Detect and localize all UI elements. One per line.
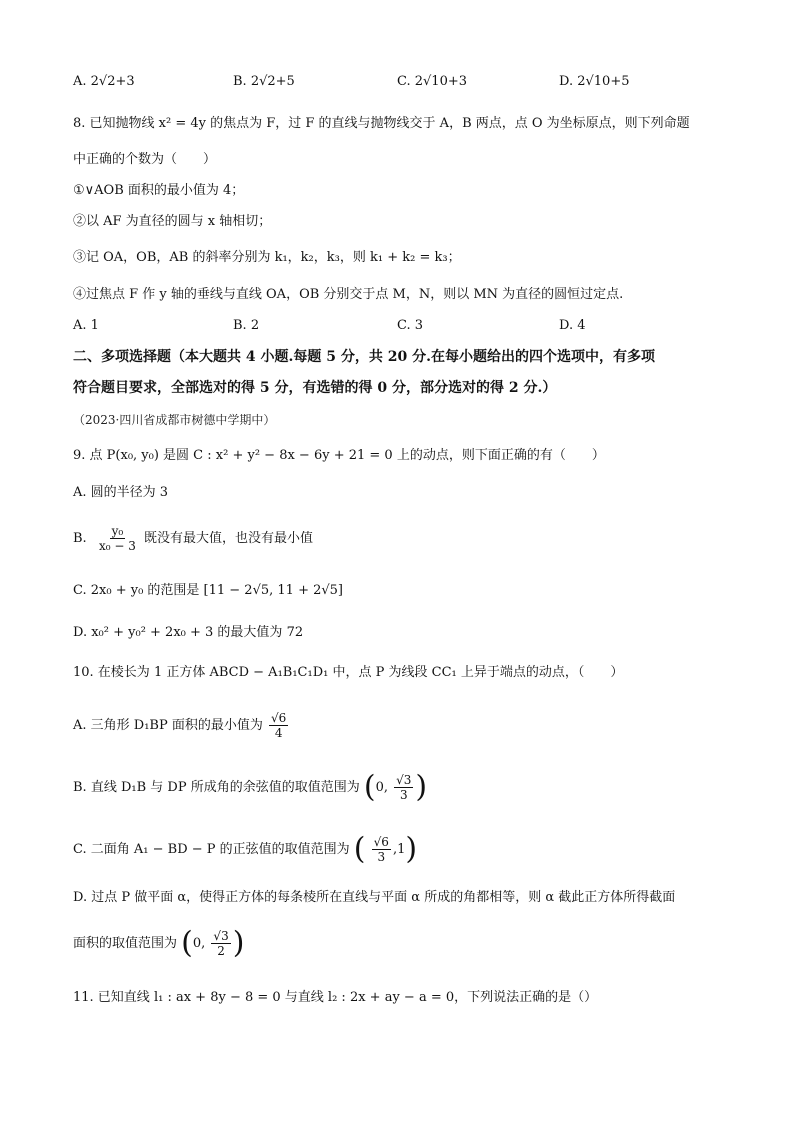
q10-option-b-denominator: 3 — [399, 788, 408, 802]
q10-option-c-text: C. 二面角 A₁ − BD − P 的正弦值的取值范围为 — [73, 842, 350, 857]
q10-option-c-fraction — [372, 835, 391, 864]
q8-stem-line1: 8. 已知抛物线 x² = 4y 的焦点为 F，过 F 的直线与抛物线交于 A，B 两点，点 O 为坐标原点，则下列命题 — [73, 116, 690, 131]
q10-option-d-left-paren: ( — [181, 925, 193, 961]
q8-option-b: B. 2 — [233, 318, 260, 333]
q10-option-d-line2 — [73, 924, 244, 964]
q9-option-d: D. x₀² + y₀² + 2x₀ + 3 的最大值为 72 — [73, 625, 304, 640]
section2-source: （2023·四川省成都市树德中学期中） — [73, 413, 276, 427]
q9-option-b-label: B. — [73, 531, 87, 546]
q10-option-c-right-paren: ) — [405, 831, 418, 867]
q9-option-b-denominator: x₀ − 3 — [98, 539, 136, 553]
q10-option-d-numerator: √3 — [213, 929, 229, 943]
q10-option-a-denominator: 4 — [274, 726, 283, 740]
q8-statement-2: ②以 AF 为直径的圆与 x 轴相切； — [73, 214, 272, 229]
q9-option-c: C. 2x₀ + y₀ 的范围是 [11 − 2√5, 11 + 2√5] — [73, 583, 343, 598]
q8-option-c: C. 3 — [397, 318, 424, 333]
q10-option-d-denominator: 2 — [217, 944, 225, 958]
section2-heading-line2: 符合题目要求，全部选对的得 5 分，有选错的得 0 分，部分选对的得 2 分.） — [73, 380, 557, 396]
q10-option-c-left-paren: ( — [353, 831, 366, 867]
q8-statement-3: ③记 OA，OB，AB 的斜率分别为 k₁，k₂，k₃，则 k₁ + k₂ = k₃； — [73, 250, 461, 265]
q10-option-d-lead: 0, — [192, 936, 206, 951]
q8-statement-4: ④过焦点 F 作 y 轴的垂线与直线 OA，OB 分别交于点 M，N，则以 MN 为直径的圆恒过定点. — [73, 287, 624, 302]
q9-stem: 9. 点 P(x₀, y₀) 是圆 C : x² + y² − 8x − 6y + 21 = 0 上的动点，则下面正确的有（ ） — [73, 448, 605, 463]
q8-stem-line2: 中正确的个数为（ ） — [73, 152, 217, 167]
q10-option-d-text: 面积的取值范围为 — [73, 936, 178, 951]
q9-option-b-numerator: y₀ — [111, 524, 124, 538]
q7-option-d: D. 2√10+5 — [559, 74, 630, 89]
q10-option-b-numerator: √3 — [396, 773, 412, 787]
q10-option-b-lead: 0, — [375, 780, 388, 795]
q10-option-c-denominator: 3 — [377, 850, 386, 864]
q9-option-b-text: 既没有最大值，也没有最小值 — [144, 531, 314, 546]
q10-option-a-numerator: √6 — [271, 711, 287, 725]
section2-heading-line1: 二、多项选择题（本大题共 4 小题.每题 5 分，共 20 分.在每小题给出的四个选项中，有多项 — [73, 349, 655, 365]
q9-option-a: A. 圆的半径为 3 — [73, 485, 169, 500]
q8-statement-1: ①∨AOB 面积的最小值为 4； — [73, 183, 245, 198]
q10-option-d-right-paren: ) — [232, 925, 245, 961]
q10-option-c-tail: ,1 — [392, 842, 406, 857]
q10-stem: 10. 在棱长为 1 正方体 ABCD − A₁B₁C₁D₁ 中，点 P 为线段 CC₁ 上异于端点的动点，（ ） — [73, 665, 624, 680]
q7-option-b: B. 2√2+5 — [233, 74, 295, 89]
q10-option-b — [73, 768, 427, 808]
q9-option-b-fraction — [97, 524, 138, 553]
q9-option-b — [73, 524, 313, 554]
q10-option-c — [73, 830, 417, 870]
q10-option-b-left-paren: ( — [363, 769, 376, 805]
q10-option-b-right-paren: ) — [415, 769, 428, 805]
q10-option-b-fraction — [394, 773, 413, 802]
q10-option-d-fraction — [211, 929, 230, 958]
q10-option-c-numerator: √6 — [373, 835, 389, 849]
q10-option-a — [73, 710, 290, 742]
q7-option-c: C. 2√10+3 — [397, 74, 468, 89]
q10-option-d-line1: D. 过点 P 做平面 α，使得正方体的每条棱所在直线与平面 α 所成的角都相等，则 α 截此正方体所得截面 — [73, 890, 676, 905]
q8-option-d: D. 4 — [559, 318, 586, 333]
q8-option-a: A. 1 — [73, 318, 99, 333]
q11-stem: 11. 已知直线 l₁ : ax + 8y − 8 = 0 与直线 l₂ : 2x + ay − a = 0，下列说法正确的是（） — [73, 990, 598, 1005]
q10-option-a-text: A. 三角形 D₁BP 面积的最小值为 — [73, 718, 263, 733]
q7-option-a: A. 2√2+3 — [73, 74, 135, 89]
q10-option-a-fraction — [269, 711, 288, 740]
q10-option-b-text: B. 直线 D₁B 与 DP 所成角的余弦值的取值范围为 — [73, 780, 360, 795]
